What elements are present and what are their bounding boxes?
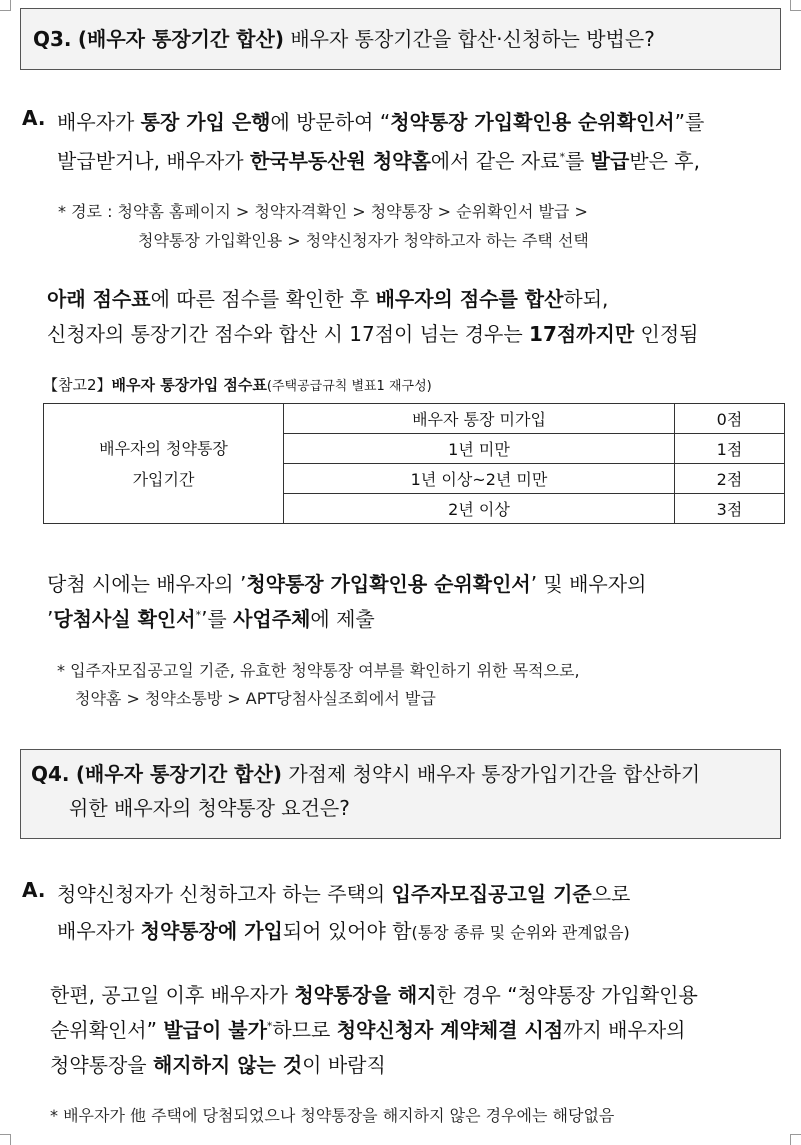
submission-line-2: ’당첨사실 확인서*’를 사업주체에 제출 <box>47 607 375 631</box>
answer4-line-2: 배우자가 청약통장에 가입되어 있어야 함(통장 종류 및 순위와 관계없음) <box>57 919 630 943</box>
answer-line-2: 발급받거나, 배우자가 한국부동산원 청약홈에서 같은 자료*를 발급받은 후, <box>57 149 700 173</box>
page-corner-top-left <box>0 0 11 11</box>
period-cell: 2년 이상 <box>284 494 675 524</box>
answer-marker: A. <box>22 878 46 902</box>
period-cell: 1년 이상~2년 미만 <box>284 464 675 494</box>
submission-note-line-2: 청약홈 > 청약소통방 > APT당첨사실조회에서 발급 <box>75 689 436 708</box>
route-note-line-2: 청약통장 가입확인용 > 청약신청자가 청약하고자 하는 주택 선택 <box>138 231 589 250</box>
question-box-q4 <box>20 749 781 839</box>
answer-marker: A. <box>22 106 46 130</box>
page-corner-bottom-right <box>790 1134 801 1145</box>
score-paragraph-line-2: 신청자의 통장기간 점수와 합산 시 17점이 넘는 경우는 17점까지만 인정됨 <box>47 322 699 346</box>
question-topic: (배우자 통장기간 합산) <box>75 762 282 786</box>
cancel-paragraph-line-2: 순위확인서” 발급이 불가*하므로 청약신청자 계약체결 시점까지 배우자의 <box>50 1018 686 1042</box>
question-q3-text <box>33 21 655 57</box>
page-corner-bottom-left <box>0 1134 11 1145</box>
footnote: * 배우자가 他 주택에 당첨되었으나 청약통장을 해지하지 않은 경우에는 해당없음 <box>50 1106 615 1125</box>
answer4-line-1: 청약신청자가 신청하고자 하는 주택의 입주자모집공고일 기준으로 <box>57 882 631 906</box>
submission-note-line-1: * 입주자모집공고일 기준, 유효한 청약통장 여부를 확인하기 위한 목적으로, <box>57 661 580 680</box>
cancel-paragraph-line-1: 한편, 공고일 이후 배우자가 청약통장을 해지한 경우 “청약통장 가입확인용 <box>50 983 698 1007</box>
reference-title: 【참고2】배우자 통장가입 점수표(주택공급규칙 별표1 재구성) <box>43 376 432 394</box>
question-topic: (배우자 통장기간 합산) <box>77 27 284 51</box>
score-cell: 1점 <box>675 434 785 464</box>
route-note-line-1: * 경로 : 청약홈 홈페이지 > 청약자격확인 > 청약통장 > 순위확인서 발급 > <box>58 202 588 221</box>
cancel-paragraph-line-3: 청약통장을 해지하지 않는 것이 바람직 <box>50 1053 386 1077</box>
score-table <box>43 403 785 524</box>
answer-line-1: 배우자가 통장 가입 은행에 방문하여 “청약통장 가입확인용 순위확인서”를 <box>57 110 705 134</box>
question-q4-line-2: 위한 배우자의 청약통장 요건은? <box>69 796 350 820</box>
submission-line-1: 당첨 시에는 배우자의 ’청약통장 가입확인용 순위확인서’ 및 배우자의 <box>47 572 647 596</box>
score-cell: 3점 <box>675 494 785 524</box>
period-cell: 배우자 통장 미가입 <box>284 404 675 434</box>
score-cell: 0점 <box>675 404 785 434</box>
table-row <box>44 404 785 434</box>
page-corner-top-right <box>790 0 801 11</box>
score-cell: 2점 <box>675 464 785 494</box>
period-cell: 1년 미만 <box>284 434 675 464</box>
question-text: 배우자 통장기간을 합산·신청하는 방법은? <box>290 27 655 51</box>
question-number: Q4. <box>31 762 70 786</box>
question-q4-line-1: Q4. (배우자 통장기간 합산) 가점제 청약시 배우자 통장가입기간을 합산하기 <box>31 762 701 786</box>
row-header-cell: 배우자의 청약통장 가입기간 <box>44 404 284 524</box>
score-paragraph-line-1: 아래 점수표에 따른 점수를 확인한 후 배우자의 점수를 합산하되, <box>47 287 609 311</box>
question-number: Q3. <box>33 27 72 51</box>
question-box-q3 <box>20 8 781 70</box>
